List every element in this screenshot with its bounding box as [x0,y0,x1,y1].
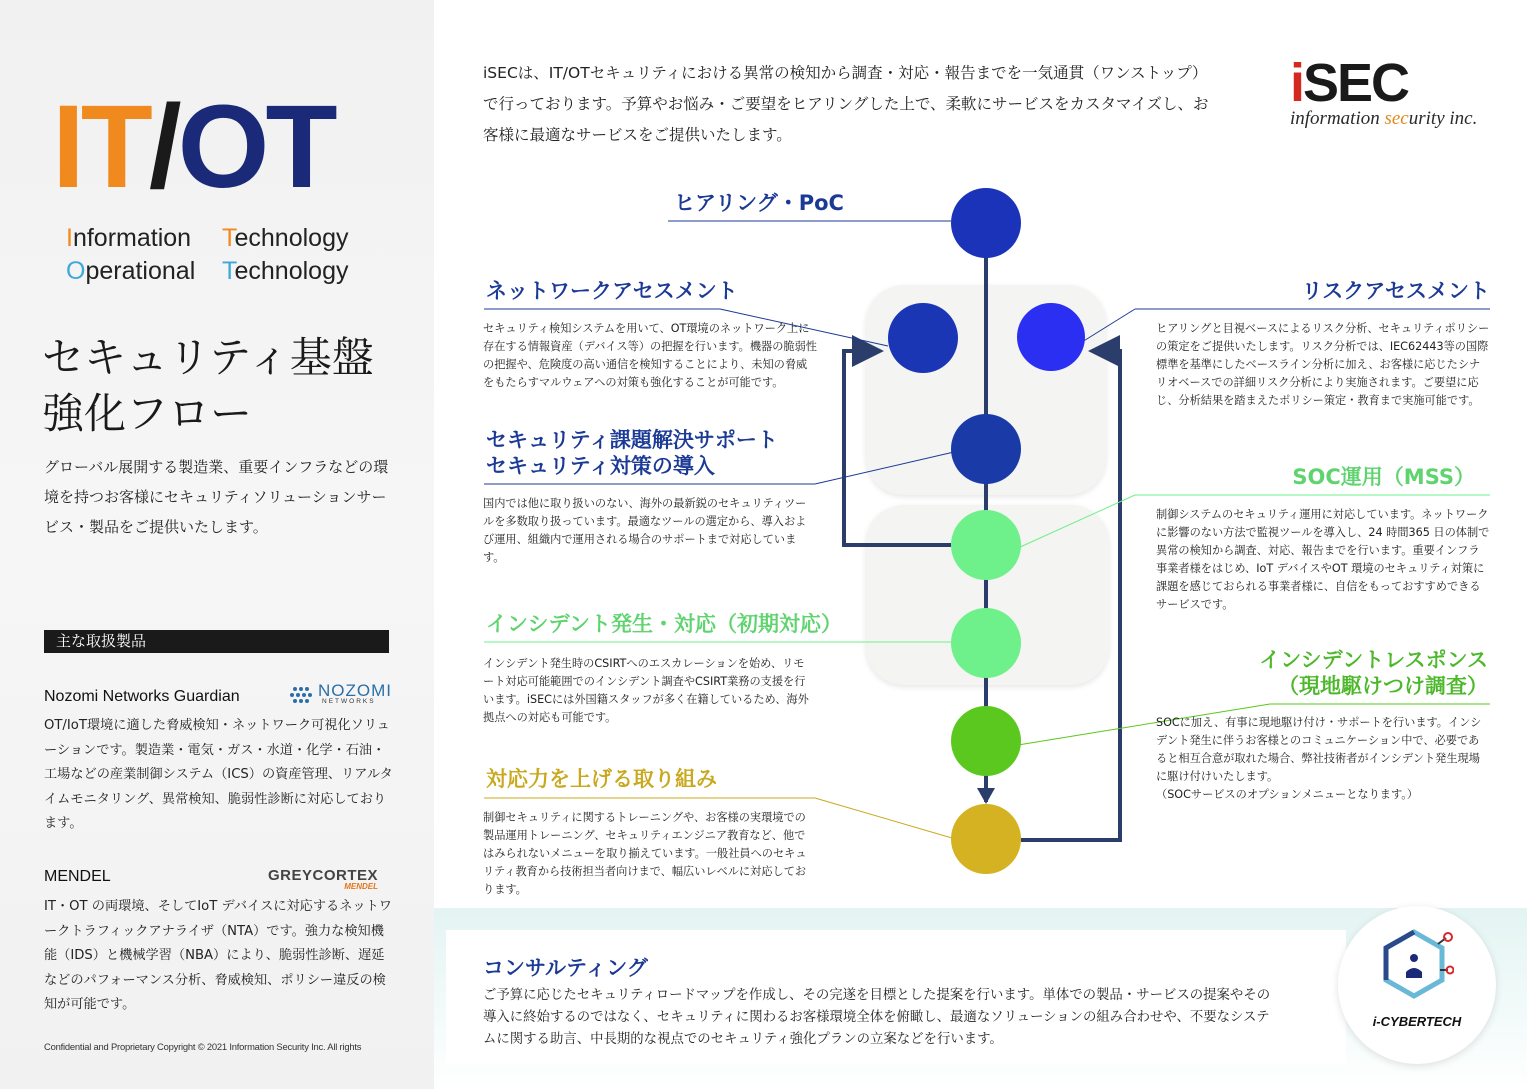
flow-node-soc [951,510,1021,580]
greycortex-logo-text: GREYCORTEX [268,867,379,884]
title-soc: SOC運用（MSS） [1292,465,1475,489]
copyright: Confidential and Proprietary Copyright © 2021 Information Security Inc. All rights [44,1041,362,1052]
product-name-nozomi: Nozomi Networks Guardian [44,688,240,705]
isec-logo-i: i [1290,53,1304,113]
leader-training [815,798,952,838]
heading-line: 強化フロー [42,389,253,438]
title-ot: OT [177,81,334,213]
abbr-cap: O [66,257,86,285]
title-support [486,427,778,479]
title-risk: リスクアセスメント [1301,279,1490,303]
loop-arrow-left [844,351,951,545]
consulting-title: コンサルティング [483,956,648,980]
flow-node-incident [951,608,1021,678]
title-response-line2: （現地駆けつけ調査） [1278,674,1488,698]
leader-support [815,452,954,484]
consulting-text: ご予算に応じたセキュリティロードマップを作成し、その完遂を目標とした提案を行います。単体での製品・サービスの提案やその導入に終始するのではなく、セキュリティに関わるお客様環境全体を俯瞰し、最適なソリューションの組み合わせや、不要なシステムに関する助言、中長期的な視点でのセキュリティ強化プランの立案などを行います。 [483,988,1271,1047]
product-desc-nozomi: OT/IoT環境に適した脅威検知・ネットワーク可視化ソリューションです。製造業・電気・ガス・水道・化学・石油・工場などの産業制御システム（ICS）の資産管理、リアルタイムモニタリング、異常検知、脆弱性診断に対応しております。 [44,718,393,831]
tagline-part: information [1290,108,1385,129]
down-arrow-icon [977,788,995,804]
flow-node-support [951,414,1021,484]
text-network: セキュリティ検知システムを用いて、OT環境のネットワーク上に存在する情報資産（デバイス等）の把握を行います。機器の脆弱性の把握や、危険度の高い通信を検知することにより、未知の脅威をもたらすマルウェアへの対策も強化することが可能です。 [483,322,817,389]
nozomi-logo-text: NOZOMI [318,681,392,700]
left-intro: グローバル展開する製造業、重要インフラなどの環境を持つお客様にセキュリティソリューションサービス・製品をご提供いたします。 [44,458,389,536]
title-training: 対応力を上げる取り組み [486,767,717,791]
text-response-body: SOCに加え、有事に現地駆け付け・サポートを行います。インシデント発生に伴うお客様とのコミュニケーション中で、必要であると相互合意が取れた場合、弊社技術者がインシデント発生現場に駆け付けいたします。 [1156,716,1482,783]
text-support: 国内では他に取り扱いのない、海外の最新鋭のセキュリティツールを多数取り扱っています。最適なツールの選定から、導入および運用、組織内で運用される場合のサポートまで対応しています。 [483,497,807,564]
greycortex-logo-sub: MENDEL [344,882,379,891]
i-cybertech-badge [1338,906,1496,1064]
i-cybertech-hex-icon [1382,928,1454,1008]
flow-node-hearing [951,188,1021,258]
abbr-cap: T [222,224,235,252]
title-it: IT [52,81,149,213]
nozomi-logo-sub: NETWORKS [322,698,376,705]
heading-line: セキュリティ基盤 [42,333,374,382]
header-intro: iSECは、IT/OTセキュリティにおける異常の検知から調査・対応・報告までを一気通貫（ワンストップ）で行っております。予算やお悩み・ご要望をヒアリングした上で、柔軟にサービスをカスタマイズし、お客様に最適なサービスをご提供いたします。 [483,64,1209,144]
title-support-line2: セキュリティ対策の導入 [486,454,715,478]
abbr-cap: T [222,257,235,285]
abbr-cap: I [66,224,73,252]
text-risk: ヒアリングと目視ベースによるリスク分析、セキュリティポリシーの策定をご提供いたします。リスク分析では、IEC62443等の国際標準を基準にしたベースライン分析に加え、お客様に応じたシナリオベースでの詳細リスク分析により実施されます。ご要望に応じ、分析結果を踏まえたポリシー策定・教育まで実施可能です。 [1156,322,1490,407]
leader-soc [1018,495,1135,548]
text-soc: 制御システムのセキュリティ運用に対応しています。ネットワークに影響のない方法で監視ツールを導入し、24 時間365 日の体制で異常の検知から調査、対応、報告までを行います。重要インフラ事業者様をはじめ、IoT デバイスやOT 環境のセキュリティ対策に課題を感じておられる事業者様に、自信をもっておすすめできるサービスです。 [1156,508,1490,611]
products-section-label: 主な取扱製品 [44,630,389,653]
title-support-line1: セキュリティ課題解決サポート [486,428,778,452]
leader-risk [1082,309,1135,342]
isec-logo-sec: SEC [1303,53,1409,113]
product-name-mendel: MENDEL [44,868,111,885]
title-incident: インシデント発生・対応（初期対応） [486,612,843,636]
abbr-word: nformation [72,224,192,252]
flow-node-risk [1017,303,1085,371]
abbr-word: echnology [234,257,349,285]
abbr-word: echnology [234,224,349,252]
flow-node-training [951,804,1021,874]
text-response-note: （SOCサービスのオプションメニューとなります。） [1156,788,1419,801]
title-response [1160,647,1488,699]
loop-arrow-right [1021,351,1120,840]
title-slash: / [148,81,178,213]
title-network: ネットワークアセスメント [486,279,738,303]
tagline-part: urity inc. [1408,108,1478,129]
text-incident: インシデント発生時のCSIRTへのエスカレーションを始め、リモート対応可能範囲でのインシデント調査やCSIRT業務の支援を行います。iSECには外国籍スタッフが多く在籍しているため、海外拠点への対応も可能です。 [483,657,809,724]
flow-node-response [951,706,1021,776]
abbr-word: perational [85,257,196,285]
title-hearing: ヒアリング・PoC [674,191,844,215]
text-response [1156,714,1490,804]
title-response-line1: インシデントレスポンス [1259,648,1488,672]
i-cybertech-label: i-CYBERTECH [1372,1014,1462,1029]
text-training: 制御セキュリティに関するトレーニングや、お客様の実環境での製品運用トレーニング、セキュリティエンジニア教育など、他ではみられないメニューを取り揃えています。一般社員へのセキュリティ教育から技術担当者向けまで、幅広いレベルに対応しております。 [483,811,807,896]
product-desc-mendel: IT・OT の両環境、そしてIoT デバイスに対応するネットワークトラフィックアナライザ（NTA）です。強力な検知機能（IDS）と機械学習（NBA）により、脆弱性診断、遅延などのパフォーマンス分析、脅威検知、ポリシー違反の検知が可能です。 [44,899,392,1012]
tagline-part: sec [1384,108,1409,129]
flow-node-network [888,303,958,373]
